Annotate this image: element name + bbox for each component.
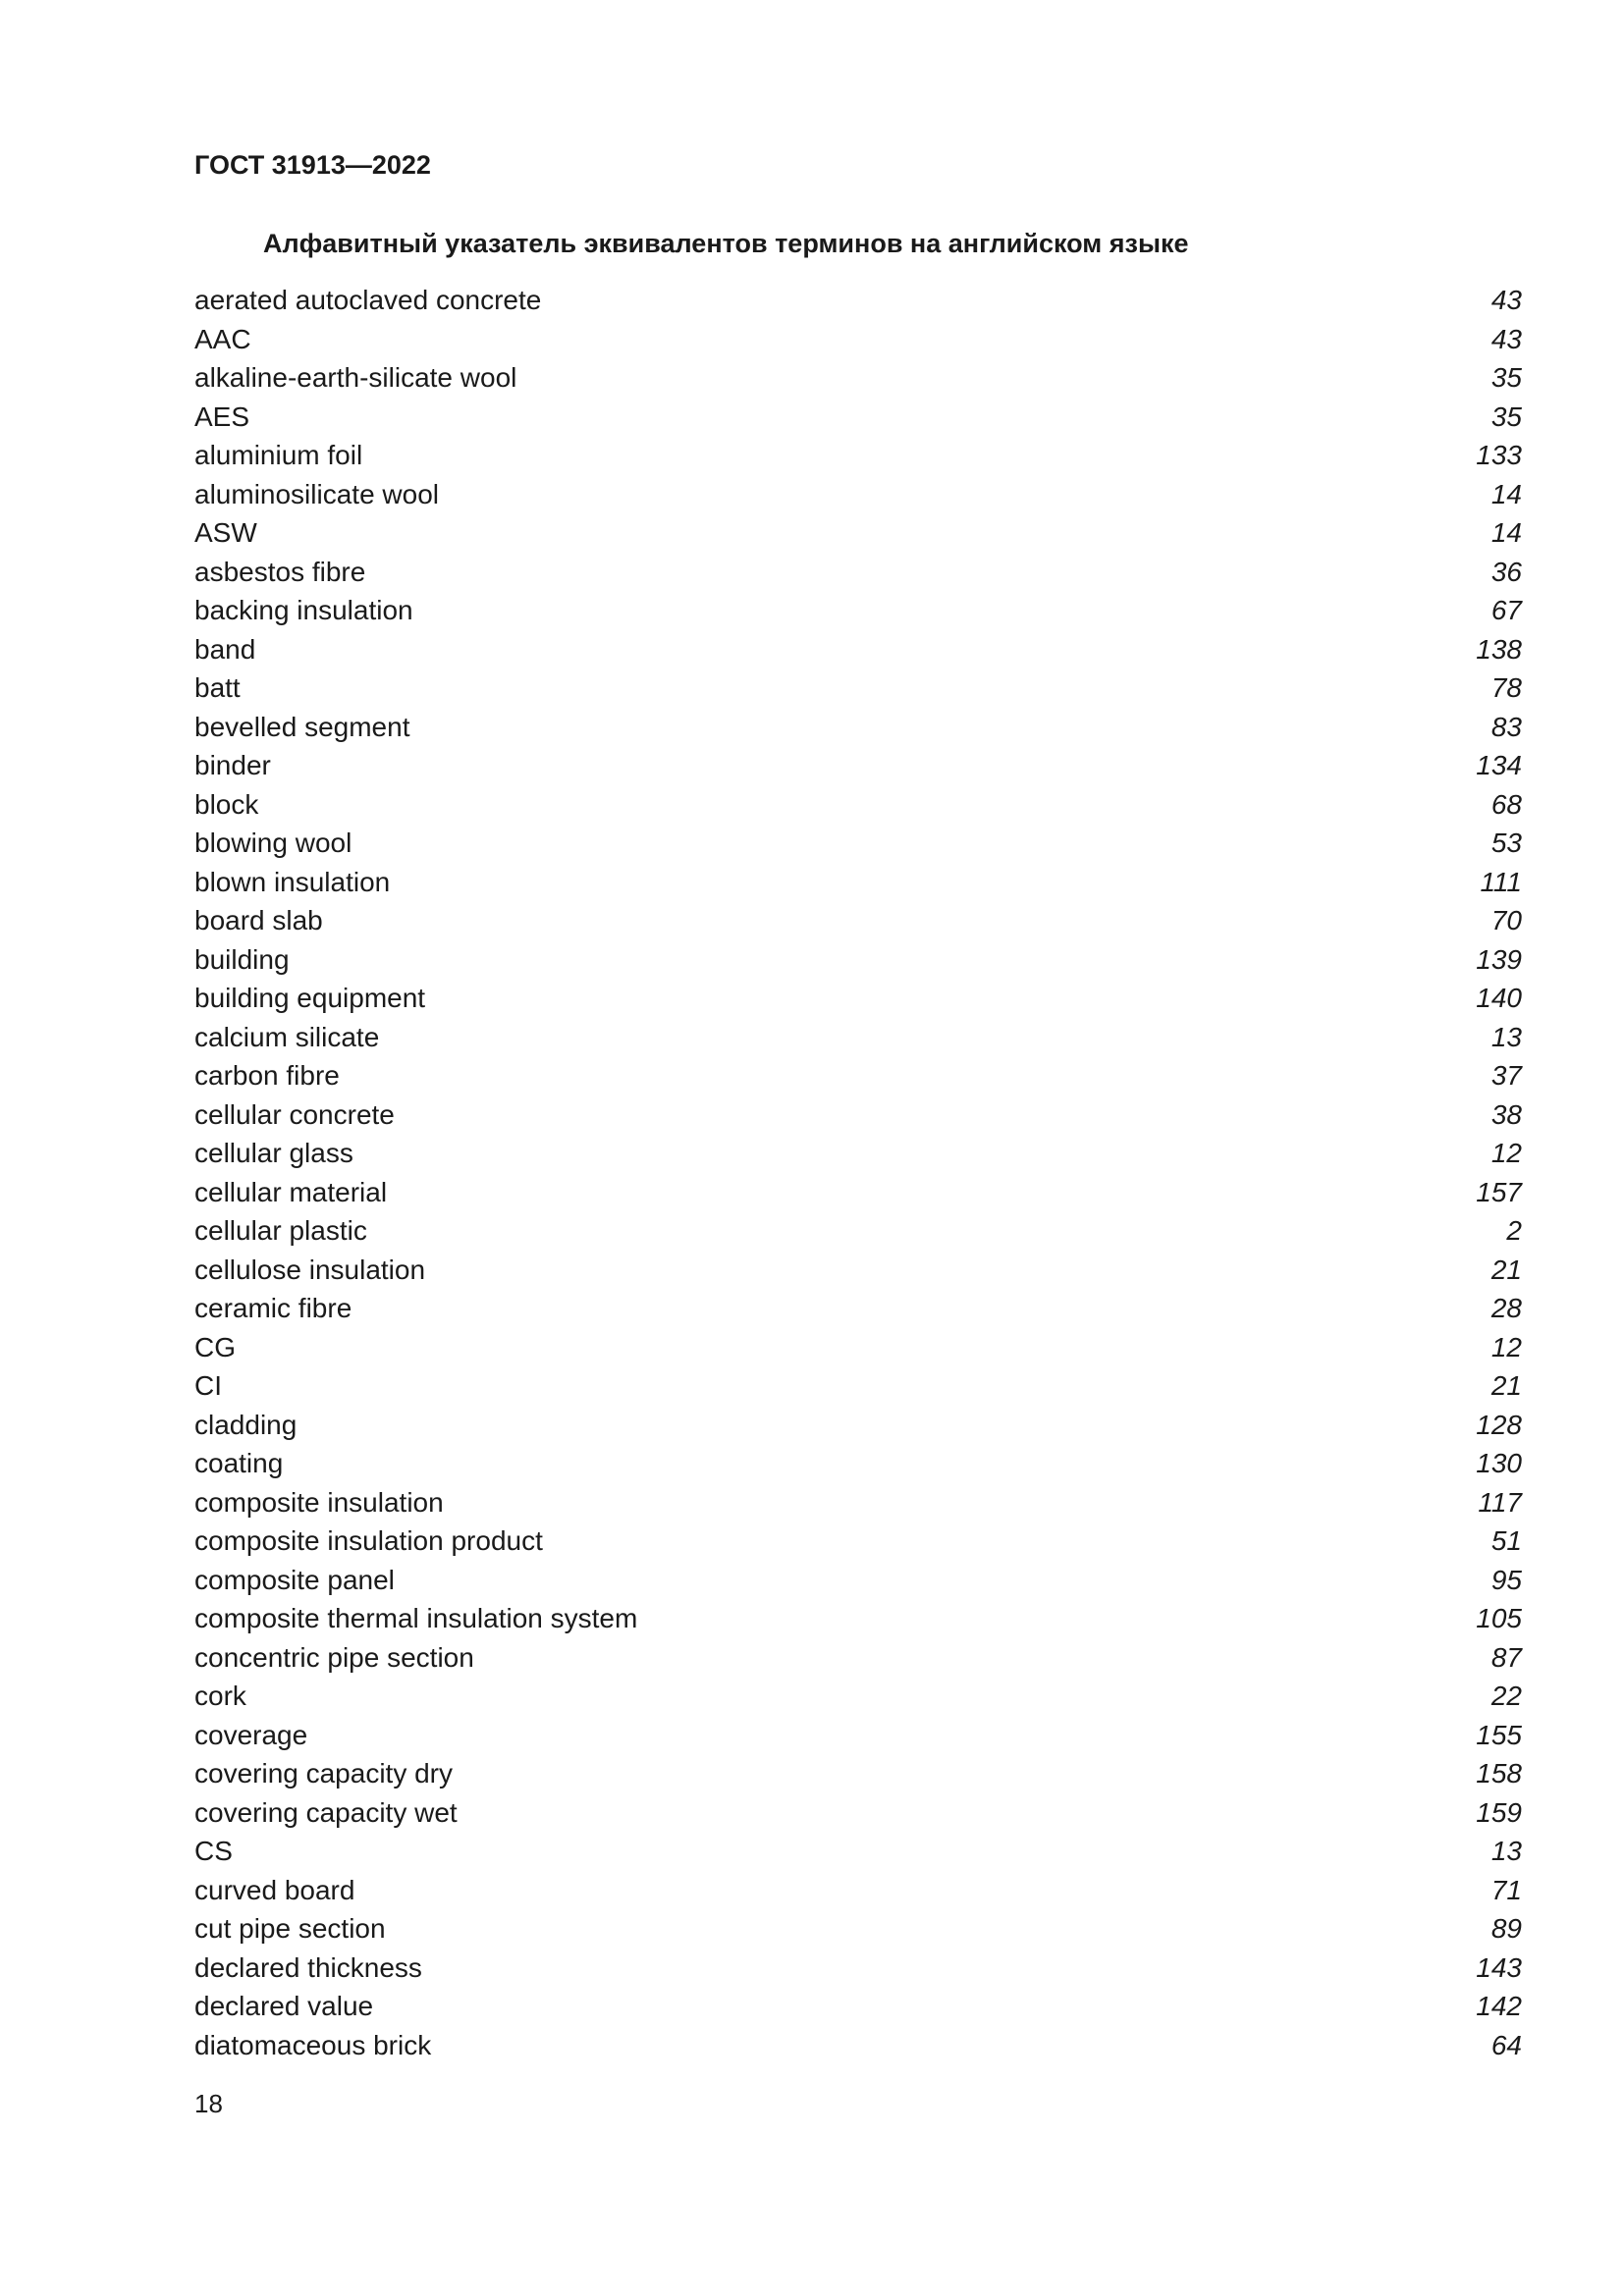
index-term: CI <box>194 1370 222 1401</box>
index-term: blowing wool <box>194 828 352 858</box>
index-term: concentric pipe section <box>194 1641 474 1673</box>
index-entry <box>194 281 1522 320</box>
index-entry <box>194 901 1522 940</box>
index-term: cellular plastic <box>194 1215 367 1246</box>
index-entry <box>194 1095 1522 1135</box>
index-term-number: 159 <box>1476 1796 1522 1828</box>
index-entry <box>194 979 1522 1018</box>
index-entry <box>194 1211 1522 1251</box>
index-term-number: 68 <box>1490 788 1522 820</box>
index-entry <box>194 1289 1522 1328</box>
index-term: aluminium foil <box>194 440 363 470</box>
index-entry <box>194 1173 1522 1212</box>
index-term: declared value <box>194 1991 374 2021</box>
index-entry <box>194 863 1522 902</box>
index-term: board slab <box>194 905 323 935</box>
index-term: cladding <box>194 1409 298 1440</box>
index-entry <box>194 1018 1522 1057</box>
index-entry <box>194 1599 1522 1638</box>
index-term-number: 133 <box>1476 440 1522 470</box>
index-term-number: 21 <box>1490 1370 1522 1401</box>
index-term-number: 21 <box>1490 1254 1522 1285</box>
index-entry <box>194 668 1522 708</box>
index-entry <box>194 708 1522 747</box>
index-term-number: 67 <box>1490 595 1522 625</box>
index-term-number: 64 <box>1490 2029 1522 2060</box>
index-term-number: 22 <box>1490 1681 1522 1711</box>
index-term-number: 13 <box>1490 1021 1522 1052</box>
index-term-number: 117 <box>1478 1486 1522 1518</box>
index-entry <box>194 1909 1522 1949</box>
page-number: 18 <box>194 2089 223 2118</box>
index-entry <box>194 358 1522 398</box>
index-term-number: 139 <box>1476 943 1522 975</box>
index-entry <box>194 1251 1522 1290</box>
index-entry <box>194 1444 1522 1483</box>
index-term: ceramic fibre <box>194 1293 352 1323</box>
index-entry <box>194 1949 1522 1988</box>
index-term-number: 157 <box>1476 1176 1522 1207</box>
index-term-number: 78 <box>1490 672 1522 703</box>
index-entry <box>194 475 1522 514</box>
index-term: AAC <box>194 323 251 354</box>
index-entry <box>194 1871 1522 1910</box>
term-index-list <box>194 281 1522 2064</box>
index-term-number: 70 <box>1490 905 1522 935</box>
index-term-number: 38 <box>1490 1098 1522 1130</box>
index-term: coating <box>194 1448 284 1478</box>
index-entry <box>194 320 1522 359</box>
index-entry <box>194 1328 1522 1367</box>
index-entry <box>194 1406 1522 1445</box>
index-term-number: 111 <box>1480 866 1522 897</box>
index-term: batt <box>194 672 241 703</box>
index-term: CG <box>194 1331 236 1362</box>
index-term: bevelled segment <box>194 711 410 742</box>
index-term: building <box>194 943 290 975</box>
index-term-number: 134 <box>1476 750 1522 780</box>
index-term-number: 43 <box>1490 285 1522 315</box>
index-term: cellulose insulation <box>194 1254 426 1285</box>
index-term: ASW <box>194 517 257 548</box>
index-term-number: 138 <box>1476 633 1522 665</box>
index-term-number: 37 <box>1490 1060 1522 1091</box>
index-term: covering capacity dry <box>194 1758 454 1789</box>
index-term-number: 83 <box>1490 711 1522 742</box>
index-entry <box>194 553 1522 592</box>
index-term: building equipment <box>194 983 426 1013</box>
index-entry <box>194 513 1522 553</box>
index-term: covering capacity wet <box>194 1796 458 1828</box>
index-term: composite insulation <box>194 1486 444 1518</box>
index-entry <box>194 1754 1522 1793</box>
index-entry <box>194 1056 1522 1095</box>
index-term: diatomaceous brick <box>194 2029 432 2060</box>
index-term-number: 35 <box>1490 400 1522 432</box>
index-entry <box>194 1561 1522 1600</box>
index-entry <box>194 785 1522 825</box>
index-entry <box>194 1134 1522 1173</box>
index-term-number: 36 <box>1490 556 1522 587</box>
index-term-number: 13 <box>1490 1836 1522 1866</box>
index-term-number: 89 <box>1490 1913 1522 1944</box>
index-term-number: 43 <box>1490 323 1522 354</box>
index-term: blown insulation <box>194 866 391 897</box>
index-entry <box>194 1366 1522 1406</box>
index-term: cellular concrete <box>194 1098 395 1130</box>
index-term-number: 128 <box>1476 1409 1522 1440</box>
index-term-number: 142 <box>1476 1991 1522 2021</box>
index-term: backing insulation <box>194 595 413 625</box>
index-term: cut pipe section <box>194 1913 386 1944</box>
index-term-number: 2 <box>1506 1215 1522 1246</box>
index-term-number: 143 <box>1476 1951 1522 1983</box>
index-term: composite thermal insulation system <box>194 1603 638 1633</box>
index-term: CS <box>194 1836 233 1866</box>
index-term-number: 105 <box>1476 1603 1522 1633</box>
index-entry <box>194 2026 1522 2065</box>
index-entry <box>194 436 1522 475</box>
index-term-number: 14 <box>1490 478 1522 509</box>
index-term-number: 158 <box>1476 1758 1522 1789</box>
index-term-number: 71 <box>1490 1874 1522 1905</box>
index-term: cellular glass <box>194 1138 353 1168</box>
index-term: declared thickness <box>194 1951 422 1983</box>
index-entry <box>194 1716 1522 1755</box>
index-term: cork <box>194 1681 246 1711</box>
index-entry <box>194 398 1522 437</box>
index-entry <box>194 1832 1522 1871</box>
index-entry <box>194 1638 1522 1678</box>
index-term: composite insulation product <box>194 1525 543 1556</box>
index-entry <box>194 1793 1522 1833</box>
index-entry <box>194 1987 1522 2026</box>
index-term: binder <box>194 750 271 780</box>
index-term: curved board <box>194 1874 355 1905</box>
index-entry <box>194 591 1522 630</box>
index-term-number: 51 <box>1490 1525 1522 1556</box>
index-entry <box>194 1483 1522 1522</box>
index-term: block <box>194 788 259 820</box>
index-term-number: 53 <box>1490 828 1522 858</box>
index-term: carbon fibre <box>194 1060 340 1091</box>
index-term: aerated autoclaved concrete <box>194 285 542 315</box>
index-term-number: 140 <box>1476 983 1522 1013</box>
index-term: calcium silicate <box>194 1021 380 1052</box>
index-term-number: 155 <box>1476 1719 1522 1750</box>
index-term-number: 12 <box>1490 1331 1522 1362</box>
index-entry <box>194 746 1522 785</box>
index-term: asbestos fibre <box>194 556 366 587</box>
index-term: cellular material <box>194 1176 388 1207</box>
index-term: AES <box>194 400 250 432</box>
index-term-number: 14 <box>1490 517 1522 548</box>
index-term-number: 87 <box>1490 1641 1522 1673</box>
index-term-number: 35 <box>1490 362 1522 393</box>
index-term-number: 95 <box>1490 1564 1522 1595</box>
index-entry <box>194 940 1522 980</box>
index-entry <box>194 1522 1522 1561</box>
document-code: ГОСТ 31913—2022 <box>194 150 431 180</box>
index-term: alkaline-earth-silicate wool <box>194 362 517 393</box>
index-title: Алфавитный указатель эквивалентов терминов на английском языке <box>263 229 1189 258</box>
index-term: coverage <box>194 1719 308 1750</box>
index-term-number: 130 <box>1476 1448 1522 1478</box>
index-term: band <box>194 633 256 665</box>
index-entry <box>194 630 1522 669</box>
index-term: aluminosilicate wool <box>194 478 440 509</box>
index-term-number: 28 <box>1490 1293 1522 1323</box>
index-entry <box>194 1677 1522 1716</box>
index-entry <box>194 824 1522 863</box>
index-term-number: 12 <box>1490 1138 1522 1168</box>
index-term: composite panel <box>194 1564 395 1595</box>
